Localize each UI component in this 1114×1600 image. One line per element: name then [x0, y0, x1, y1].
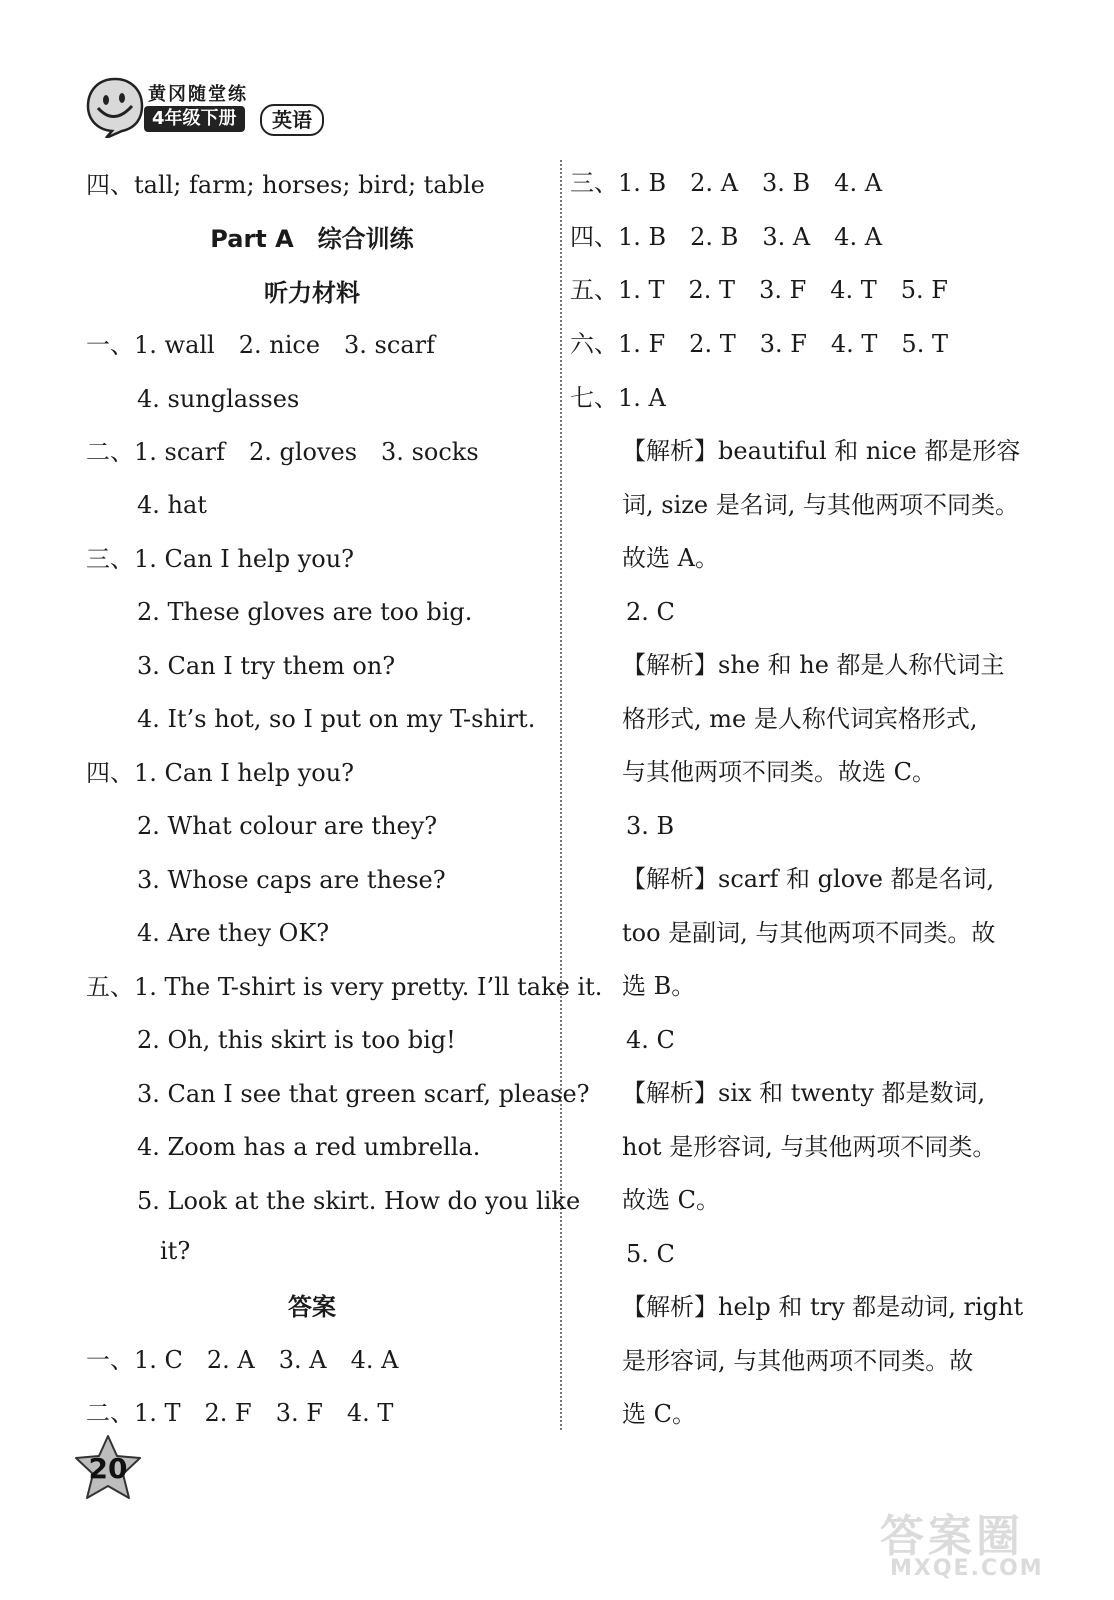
explanation-line: 【解析】she 和 he 都是人称代词主 [622, 651, 1005, 679]
explanation-line: 选 B。 [622, 972, 696, 1000]
right-line: 2. C [626, 598, 675, 626]
left-line: 3. Can I see that green scarf, please? [137, 1080, 590, 1108]
left-line: 5. Look at the skirt. How do you like [137, 1187, 581, 1215]
explanation-line: 【解析】six 和 twenty 都是数词, [622, 1079, 986, 1107]
right-line: 五、1. T 2. T 3. F 4. T 5. F [570, 276, 948, 304]
left-line: 4. It’s hot, so I put on my T-shirt. [137, 705, 536, 733]
left-line: 3. Can I try them on? [137, 652, 396, 680]
left-line: it? [160, 1237, 191, 1265]
right-line: 六、1. F 2. T 3. F 4. T 5. T [570, 330, 948, 358]
section-title: Part A 综合训练 [210, 225, 414, 253]
left-line: 五、1. The T-shirt is very pretty. I’ll take it. [86, 973, 603, 1001]
smiley-logo-icon [84, 76, 146, 138]
right-line: 3. B [626, 812, 675, 840]
subject-badge: 英语 [260, 104, 324, 136]
left-line: 2. What colour are they? [137, 812, 438, 840]
explanation-line: 故选 C。 [622, 1186, 720, 1214]
left-line: 三、1. Can I help you? [86, 545, 355, 573]
explanation-line: hot 是形容词, 与其他两项不同类。 [622, 1133, 997, 1161]
left-line: 2. These gloves are too big. [137, 598, 473, 626]
right-line: 四、1. B 2. B 3. A 4. A [570, 223, 883, 251]
explanation-line: 是形容词, 与其他两项不同类。故 [622, 1347, 974, 1375]
left-line: 一、1. C 2. A 3. A 4. A [86, 1346, 399, 1374]
right-line: 七、1. A [570, 384, 666, 412]
left-line: 二、1. scarf 2. gloves 3. socks [86, 438, 479, 466]
left-line: 二、1. T 2. F 3. F 4. T [86, 1399, 394, 1427]
explanation-line: 格形式, me 是人称代词宾格形式, [622, 705, 978, 733]
right-line: 三、1. B 2. A 3. B 4. A [570, 169, 883, 197]
explanation-line: 选 C。 [622, 1400, 696, 1428]
explanation-line: 词, size 是名词, 与其他两项不同类。 [622, 491, 1019, 519]
explanation-line: 故选 A。 [622, 544, 719, 572]
right-line: 4. C [626, 1026, 675, 1054]
right-line: 5. C [626, 1240, 675, 1268]
watermark-text: 答案圈 [880, 1511, 1024, 1562]
brand-title: 黄冈随堂练 [148, 84, 248, 105]
explanation-line: 【解析】scarf 和 glove 都是名词, [622, 865, 995, 893]
explanation-line: 【解析】beautiful 和 nice 都是形容 [622, 437, 1021, 465]
subsection-title: 听力材料 [264, 279, 360, 307]
answers-title: 答案 [288, 1293, 336, 1321]
left-line: 4. hat [137, 491, 207, 519]
left-line: 一、1. wall 2. nice 3. scarf [86, 331, 435, 359]
left-line: 2. Oh, this skirt is too big! [137, 1026, 456, 1054]
left-line: 4. sunglasses [137, 385, 300, 413]
left-line: 四、tall; farm; horses; bird; table [86, 171, 485, 199]
column-divider [560, 160, 562, 1430]
left-line: 4. Zoom has a red umbrella. [137, 1133, 481, 1161]
page-number: 20 [88, 1452, 128, 1485]
explanation-line: 【解析】help 和 try 都是动词, right [622, 1293, 1024, 1321]
left-line: 四、1. Can I help you? [86, 759, 355, 787]
book-header [84, 76, 344, 156]
explanation-line: 与其他两项不同类。故选 C。 [622, 758, 936, 786]
page-number-badge [70, 1432, 146, 1508]
grade-label: 4年级下册 [144, 106, 245, 132]
left-line: 4. Are they OK? [137, 919, 330, 947]
left-line: 3. Whose caps are these? [137, 866, 446, 894]
explanation-line: too 是副词, 与其他两项不同类。故 [622, 919, 996, 947]
watermark-url: MXQE.COM [890, 1556, 1044, 1581]
watermark [880, 1500, 1080, 1590]
